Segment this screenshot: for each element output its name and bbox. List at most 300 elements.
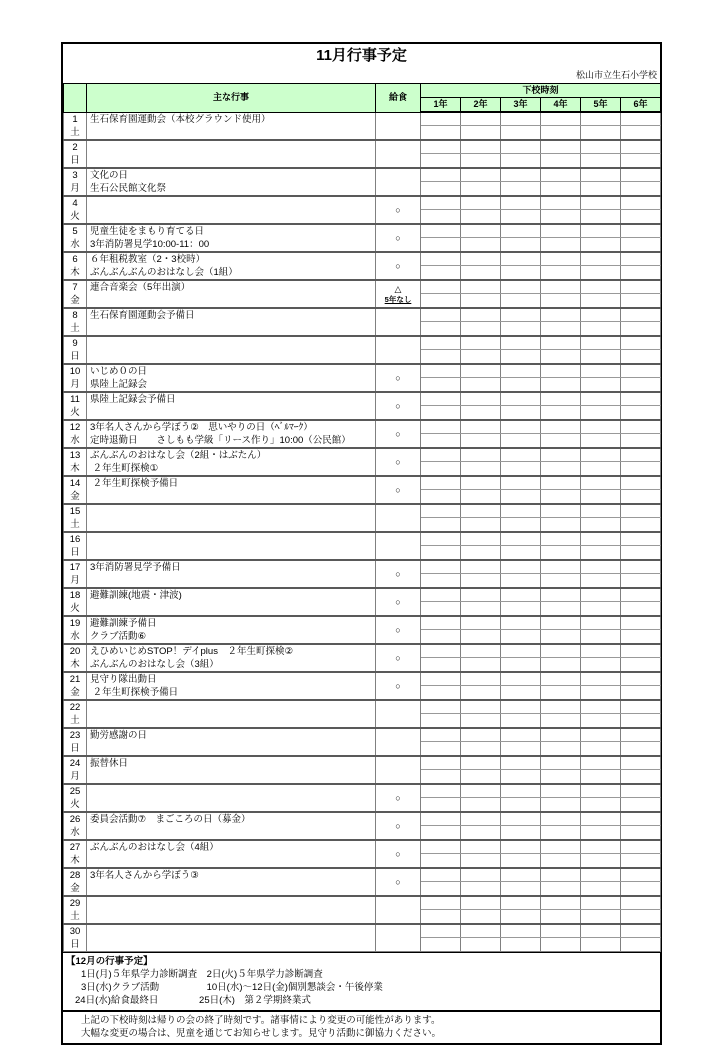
dismissal-cell <box>421 126 461 140</box>
day-number: 25 <box>69 785 81 797</box>
dismissal-cell <box>621 406 661 420</box>
dismissal-cell <box>541 196 581 210</box>
date-cell <box>64 588 87 616</box>
event-line-1 <box>90 897 372 910</box>
dismissal-cell <box>541 210 581 224</box>
dismissal-cell <box>621 868 661 882</box>
dismissal-cell <box>461 406 501 420</box>
dismissal-cell <box>541 238 581 252</box>
dismissal-cell <box>461 644 501 658</box>
dismissal-cell <box>421 630 461 644</box>
event-line-1: 避難訓練(地震・津波) <box>90 589 182 601</box>
dismissal-cell <box>501 714 541 728</box>
date-cell <box>64 224 87 252</box>
dismissal-cell <box>461 308 501 322</box>
day-row-top <box>64 868 661 882</box>
dismissal-cell <box>581 392 621 406</box>
lunch-cell <box>376 420 421 448</box>
dismissal-cell <box>421 910 461 924</box>
dismissal-cell <box>621 378 661 392</box>
day-number: 8 <box>72 309 78 321</box>
dismissal-cell <box>501 280 541 294</box>
day-row-top <box>64 448 661 462</box>
dismissal-cell <box>501 784 541 798</box>
lunch-cell <box>376 756 421 784</box>
dismissal-cell <box>581 868 621 882</box>
dismissal-cell <box>541 168 581 182</box>
dismissal-cell <box>461 728 501 742</box>
dismissal-cell <box>541 224 581 238</box>
dismissal-cell <box>581 504 621 518</box>
dismissal-cell <box>621 462 661 476</box>
dismissal-cell <box>541 686 581 700</box>
december-section <box>63 952 660 1010</box>
events-cell <box>87 504 376 532</box>
dismissal-cell <box>621 532 661 546</box>
events-cell <box>87 448 376 476</box>
dismissal-cell <box>501 210 541 224</box>
dismissal-cell <box>501 406 541 420</box>
dismissal-cell <box>461 854 501 868</box>
dismissal-cell <box>501 154 541 168</box>
dismissal-cell <box>621 126 661 140</box>
dismissal-cell <box>501 574 541 588</box>
dismissal-cell <box>621 658 661 672</box>
dismissal-cell <box>501 266 541 280</box>
day-row-top <box>64 280 661 294</box>
dismissal-cell <box>461 504 501 518</box>
lunch-cell <box>376 588 421 616</box>
events-cell <box>87 168 376 196</box>
event-line-1: 勤労感謝の日 <box>90 729 148 741</box>
events-cell <box>87 672 376 700</box>
event-line-2 <box>90 574 372 587</box>
dismissal-cell <box>581 756 621 770</box>
day-row-top <box>64 756 661 770</box>
dismissal-cell <box>581 714 621 728</box>
dismissal-cell <box>581 546 621 560</box>
dismissal-cell <box>461 168 501 182</box>
event-line-1: ぶんぶんのおはなし会（2組・はぶたん） <box>90 449 267 461</box>
dismissal-cell <box>541 937 581 951</box>
date-cell <box>64 840 87 868</box>
day-number: 20 <box>69 645 81 657</box>
day-row-top <box>64 476 661 490</box>
dismissal-cell <box>421 182 461 196</box>
day-of-week: 水 <box>70 826 80 838</box>
dismissal-cell <box>581 476 621 490</box>
lunch-cell <box>376 224 421 252</box>
date-cell <box>64 476 87 504</box>
dismissal-cell <box>621 364 661 378</box>
dismissal-cell <box>541 588 581 602</box>
day-number: 11 <box>70 393 80 405</box>
day-number: 9 <box>72 337 78 349</box>
lunch-mark: ○ <box>395 624 401 635</box>
dismissal-cell <box>421 588 461 602</box>
dismissal-cell <box>421 742 461 756</box>
day-of-week: 木 <box>70 462 80 474</box>
dismissal-cell <box>501 868 541 882</box>
date-cell <box>64 448 87 476</box>
grade-header-5: 5年 <box>581 98 621 113</box>
dismissal-cell <box>461 672 501 686</box>
day-row-top <box>64 336 661 350</box>
lunch-cell <box>376 532 421 560</box>
dismissal-cell <box>501 350 541 364</box>
dismissal-cell <box>421 476 461 490</box>
day-number: 30 <box>69 925 81 937</box>
dismissal-cell <box>541 812 581 826</box>
dismissal-cell <box>421 672 461 686</box>
dismissal-cell <box>461 462 501 476</box>
lunch-cell <box>376 700 421 728</box>
dismissal-cell <box>621 588 661 602</box>
event-line-1: 3年名人さんから学ぼう③ <box>90 869 199 881</box>
dismissal-cell <box>581 196 621 210</box>
dismissal-cell <box>461 364 501 378</box>
dismissal-cell <box>541 742 581 756</box>
event-line-2 <box>90 518 372 531</box>
dismissal-cell <box>581 644 621 658</box>
dismissal-cell <box>461 196 501 210</box>
events-cell <box>87 812 376 840</box>
day-number: 6 <box>72 253 78 265</box>
dismissal-cell <box>541 280 581 294</box>
dismissal-cell <box>421 756 461 770</box>
day-row-top <box>64 364 661 378</box>
dismissal-cell <box>461 420 501 434</box>
dismissal-cell <box>541 392 581 406</box>
dismissal-cell <box>421 868 461 882</box>
day-row-top <box>64 784 661 798</box>
dismissal-cell <box>461 490 501 504</box>
dismissal-cell <box>541 896 581 910</box>
lunch-cell <box>376 392 421 420</box>
dismissal-cell <box>461 546 501 560</box>
dismissal-cell <box>461 714 501 728</box>
dismissal-cell <box>501 140 541 154</box>
dismissal-cell <box>501 644 541 658</box>
date-cell <box>64 756 87 784</box>
dismissal-cell <box>501 126 541 140</box>
events-cell <box>87 336 376 364</box>
dismissal-cell <box>541 560 581 574</box>
dismissal-cell <box>501 700 541 714</box>
dismissal-cell <box>421 350 461 364</box>
dismissal-cell <box>541 308 581 322</box>
lunch-cell <box>376 896 421 924</box>
dismissal-cell <box>421 504 461 518</box>
date-cell <box>64 812 87 840</box>
dismissal-cell <box>421 546 461 560</box>
dismissal-cell <box>581 770 621 784</box>
dismissal-cell <box>421 448 461 462</box>
dismissal-cell <box>541 728 581 742</box>
dismissal-cell <box>421 937 461 951</box>
event-line-1: ぶんぶんのおはなし会（4組） <box>90 841 219 853</box>
dismissal-cell <box>461 616 501 630</box>
dismissal-cell <box>541 868 581 882</box>
dismissal-cell <box>461 686 501 700</box>
day-number: 21 <box>69 673 81 685</box>
dismissal-cell <box>461 798 501 812</box>
dismissal-cell <box>621 308 661 322</box>
dismissal-cell <box>621 616 661 630</box>
dismissal-cell <box>421 784 461 798</box>
dismissal-cell <box>501 770 541 784</box>
date-cell <box>64 504 87 532</box>
lunch-mark: ○ <box>395 596 401 607</box>
dismissal-cell <box>501 742 541 756</box>
events-cell <box>87 588 376 616</box>
dismissal-cell <box>461 658 501 672</box>
dismissal-cell <box>581 434 621 448</box>
dismissal-cell <box>621 896 661 910</box>
day-of-week: 火 <box>70 602 80 614</box>
dismissal-cell <box>541 658 581 672</box>
event-line-2 <box>90 826 372 839</box>
december-title: 【12月の行事予定】 <box>66 955 153 967</box>
december-line: 3日(水)クラブ活動 10日(水)～12日(金)個別懇談会・午後停業 <box>81 981 383 993</box>
dismissal-cell <box>581 280 621 294</box>
dismissal-cell <box>621 322 661 336</box>
day-of-week: 水 <box>70 238 80 250</box>
dismissal-cell <box>461 630 501 644</box>
dismissal-cell <box>621 560 661 574</box>
day-number: 26 <box>69 813 81 825</box>
day-number: 22 <box>69 701 81 713</box>
dismissal-cell <box>421 266 461 280</box>
lunch-cell <box>376 868 421 896</box>
dismissal-cell <box>621 937 661 951</box>
dismissal-cell <box>621 420 661 434</box>
day-of-week: 月 <box>70 770 80 782</box>
dismissal-cell <box>541 140 581 154</box>
dismissal-cell <box>541 476 581 490</box>
event-line-1: 連合音楽会（5年出演） <box>90 281 191 293</box>
dismissal-cell <box>541 434 581 448</box>
dismissal-cell <box>541 602 581 616</box>
day-of-week: 日 <box>70 938 80 950</box>
dismissal-cell <box>541 840 581 854</box>
day-number: 17 <box>69 561 81 573</box>
dismissal-cell <box>461 812 501 826</box>
dismissal-cell <box>501 364 541 378</box>
events-cell <box>87 784 376 812</box>
dismissal-cell <box>621 756 661 770</box>
date-cell <box>64 196 87 224</box>
day-row-top <box>64 168 661 182</box>
dismissal-cell <box>461 910 501 924</box>
lunch-cell <box>376 644 421 672</box>
lunch-cell <box>376 336 421 364</box>
dismissal-cell <box>621 112 661 126</box>
lunch-cell <box>376 476 421 504</box>
dismissal-cell <box>581 826 621 840</box>
dismissal-cell <box>501 490 541 504</box>
dismissal-cell <box>621 784 661 798</box>
dismissal-cell <box>581 406 621 420</box>
december-line: 1日(月)５年県学力診断調査 2日(火)５年県学力診断調査 <box>81 968 323 980</box>
dismissal-cell <box>421 112 461 126</box>
day-of-week: 水 <box>70 630 80 642</box>
dismissal-cell <box>421 336 461 350</box>
dismissal-cell <box>541 112 581 126</box>
dismissal-cell <box>421 686 461 700</box>
dismissal-cell <box>501 546 541 560</box>
dismissal-cell <box>581 252 621 266</box>
dismissal-cell <box>621 840 661 854</box>
events-cell <box>87 392 376 420</box>
dismissal-cell <box>621 770 661 784</box>
event-line-2 <box>90 294 372 307</box>
dismissal-cell <box>621 196 661 210</box>
event-line-2 <box>90 350 372 363</box>
corner-header-cell <box>64 84 87 113</box>
lunch-mark: ○ <box>395 456 401 467</box>
events-cell <box>87 364 376 392</box>
day-of-week: 土 <box>70 910 80 922</box>
date-cell <box>64 308 87 336</box>
dismissal-cell <box>581 490 621 504</box>
dismissal-cell <box>621 476 661 490</box>
day-of-week: 土 <box>70 126 80 138</box>
event-line-1: 文化の日 <box>90 169 129 181</box>
dismissal-cell <box>621 798 661 812</box>
dismissal-cell <box>581 154 621 168</box>
events-cell <box>87 112 376 140</box>
grade-header-2: 2年 <box>461 98 501 113</box>
dismissal-cell <box>581 602 621 616</box>
dismissal-cell <box>461 210 501 224</box>
lunch-cell <box>376 812 421 840</box>
grade-header-6: 6年 <box>621 98 661 113</box>
dismissal-cell <box>581 126 621 140</box>
dismissal-cell <box>421 210 461 224</box>
dismissal-cell <box>421 644 461 658</box>
dismissal-cell <box>541 154 581 168</box>
date-cell <box>64 896 87 924</box>
dismissal-cell <box>541 322 581 336</box>
dismissal-cell <box>461 742 501 756</box>
lunch-mark: ○ <box>395 680 401 691</box>
day-number: 4 <box>72 197 78 209</box>
day-of-week: 木 <box>70 658 80 670</box>
dismissal-cell <box>581 462 621 476</box>
dismissal-cell <box>461 434 501 448</box>
dismissal-cell <box>461 224 501 238</box>
day-row-top <box>64 616 661 630</box>
lunch-cell <box>376 840 421 868</box>
dismissal-cell <box>581 812 621 826</box>
event-line-1: 3年消防署見学予備日 <box>90 561 181 573</box>
day-row-top <box>64 252 661 266</box>
event-line-1 <box>90 533 372 546</box>
day-of-week: 火 <box>70 798 80 810</box>
day-of-week: 金 <box>70 490 80 502</box>
dismissal-cell <box>461 294 501 308</box>
event-line-1: 生石保育園運動会（本校グラウンド使用） <box>90 113 271 125</box>
dismissal-cell <box>581 658 621 672</box>
dismissal-cell <box>581 420 621 434</box>
day-of-week: 金 <box>70 686 80 698</box>
dismissal-cell <box>461 770 501 784</box>
day-row-top <box>64 840 661 854</box>
dismissal-cell <box>501 476 541 490</box>
dismissal-cell <box>501 630 541 644</box>
day-number: 12 <box>69 421 81 433</box>
page-title: 11月行事予定 <box>316 47 407 64</box>
dismissal-cell <box>621 518 661 532</box>
lunch-mark: ○ <box>395 876 401 887</box>
lunch-cell <box>376 168 421 196</box>
events-cell <box>87 644 376 672</box>
dismissal-cell <box>501 616 541 630</box>
dismissal-cell <box>501 420 541 434</box>
dismissal-cell <box>581 742 621 756</box>
date-cell <box>64 252 87 280</box>
dismissal-cell <box>541 490 581 504</box>
lunch-cell <box>376 672 421 700</box>
day-row-top <box>64 560 661 574</box>
events-cell <box>87 476 376 504</box>
grade-header-1: 1年 <box>421 98 461 113</box>
dismissal-cell <box>501 728 541 742</box>
dismissal-cell <box>501 238 541 252</box>
dismissal-cell <box>461 448 501 462</box>
dismissal-cell <box>461 252 501 266</box>
day-row-top <box>64 588 661 602</box>
day-of-week: 月 <box>70 182 80 194</box>
dismissal-cell <box>461 154 501 168</box>
day-row-top <box>64 644 661 658</box>
day-of-week: 日 <box>70 154 80 166</box>
dismissal-cell <box>421 616 461 630</box>
dismissal-cell <box>581 336 621 350</box>
dismissal-cell <box>421 154 461 168</box>
day-number: 23 <box>69 729 81 741</box>
dismissal-cell <box>501 294 541 308</box>
dismissal-cell <box>421 574 461 588</box>
notes-box <box>63 1010 660 1043</box>
dismissal-cell <box>581 672 621 686</box>
dismissal-cell <box>581 588 621 602</box>
lunch-cell <box>376 364 421 392</box>
day-number: 13 <box>69 449 81 461</box>
dismissal-cell <box>501 182 541 196</box>
dismissal-cell <box>421 728 461 742</box>
lunch-cell <box>376 784 421 812</box>
dismissal-cell <box>461 840 501 854</box>
dismissal-cell <box>581 798 621 812</box>
dismissal-cell <box>621 168 661 182</box>
events-cell <box>87 840 376 868</box>
dismissal-cell <box>501 896 541 910</box>
dismissal-cell <box>621 350 661 364</box>
day-of-week: 月 <box>70 574 80 586</box>
event-line-1: えひめいじめSTOP！デイplus ２年生町探検② <box>90 645 293 657</box>
note-line: 上記の下校時刻は帰りの会の終了時刻です。諸事情により変更の可能性があります。 <box>81 1014 441 1026</box>
event-line-1: 委員会活動⑦ まごころの日（募金） <box>90 813 251 825</box>
dismissal-cell <box>421 392 461 406</box>
lunch-cell <box>376 308 421 336</box>
dismissal-cell <box>461 112 501 126</box>
dismissal-cell <box>621 686 661 700</box>
date-cell <box>64 560 87 588</box>
dismissal-cell <box>461 924 501 938</box>
dismissal-cell <box>581 854 621 868</box>
